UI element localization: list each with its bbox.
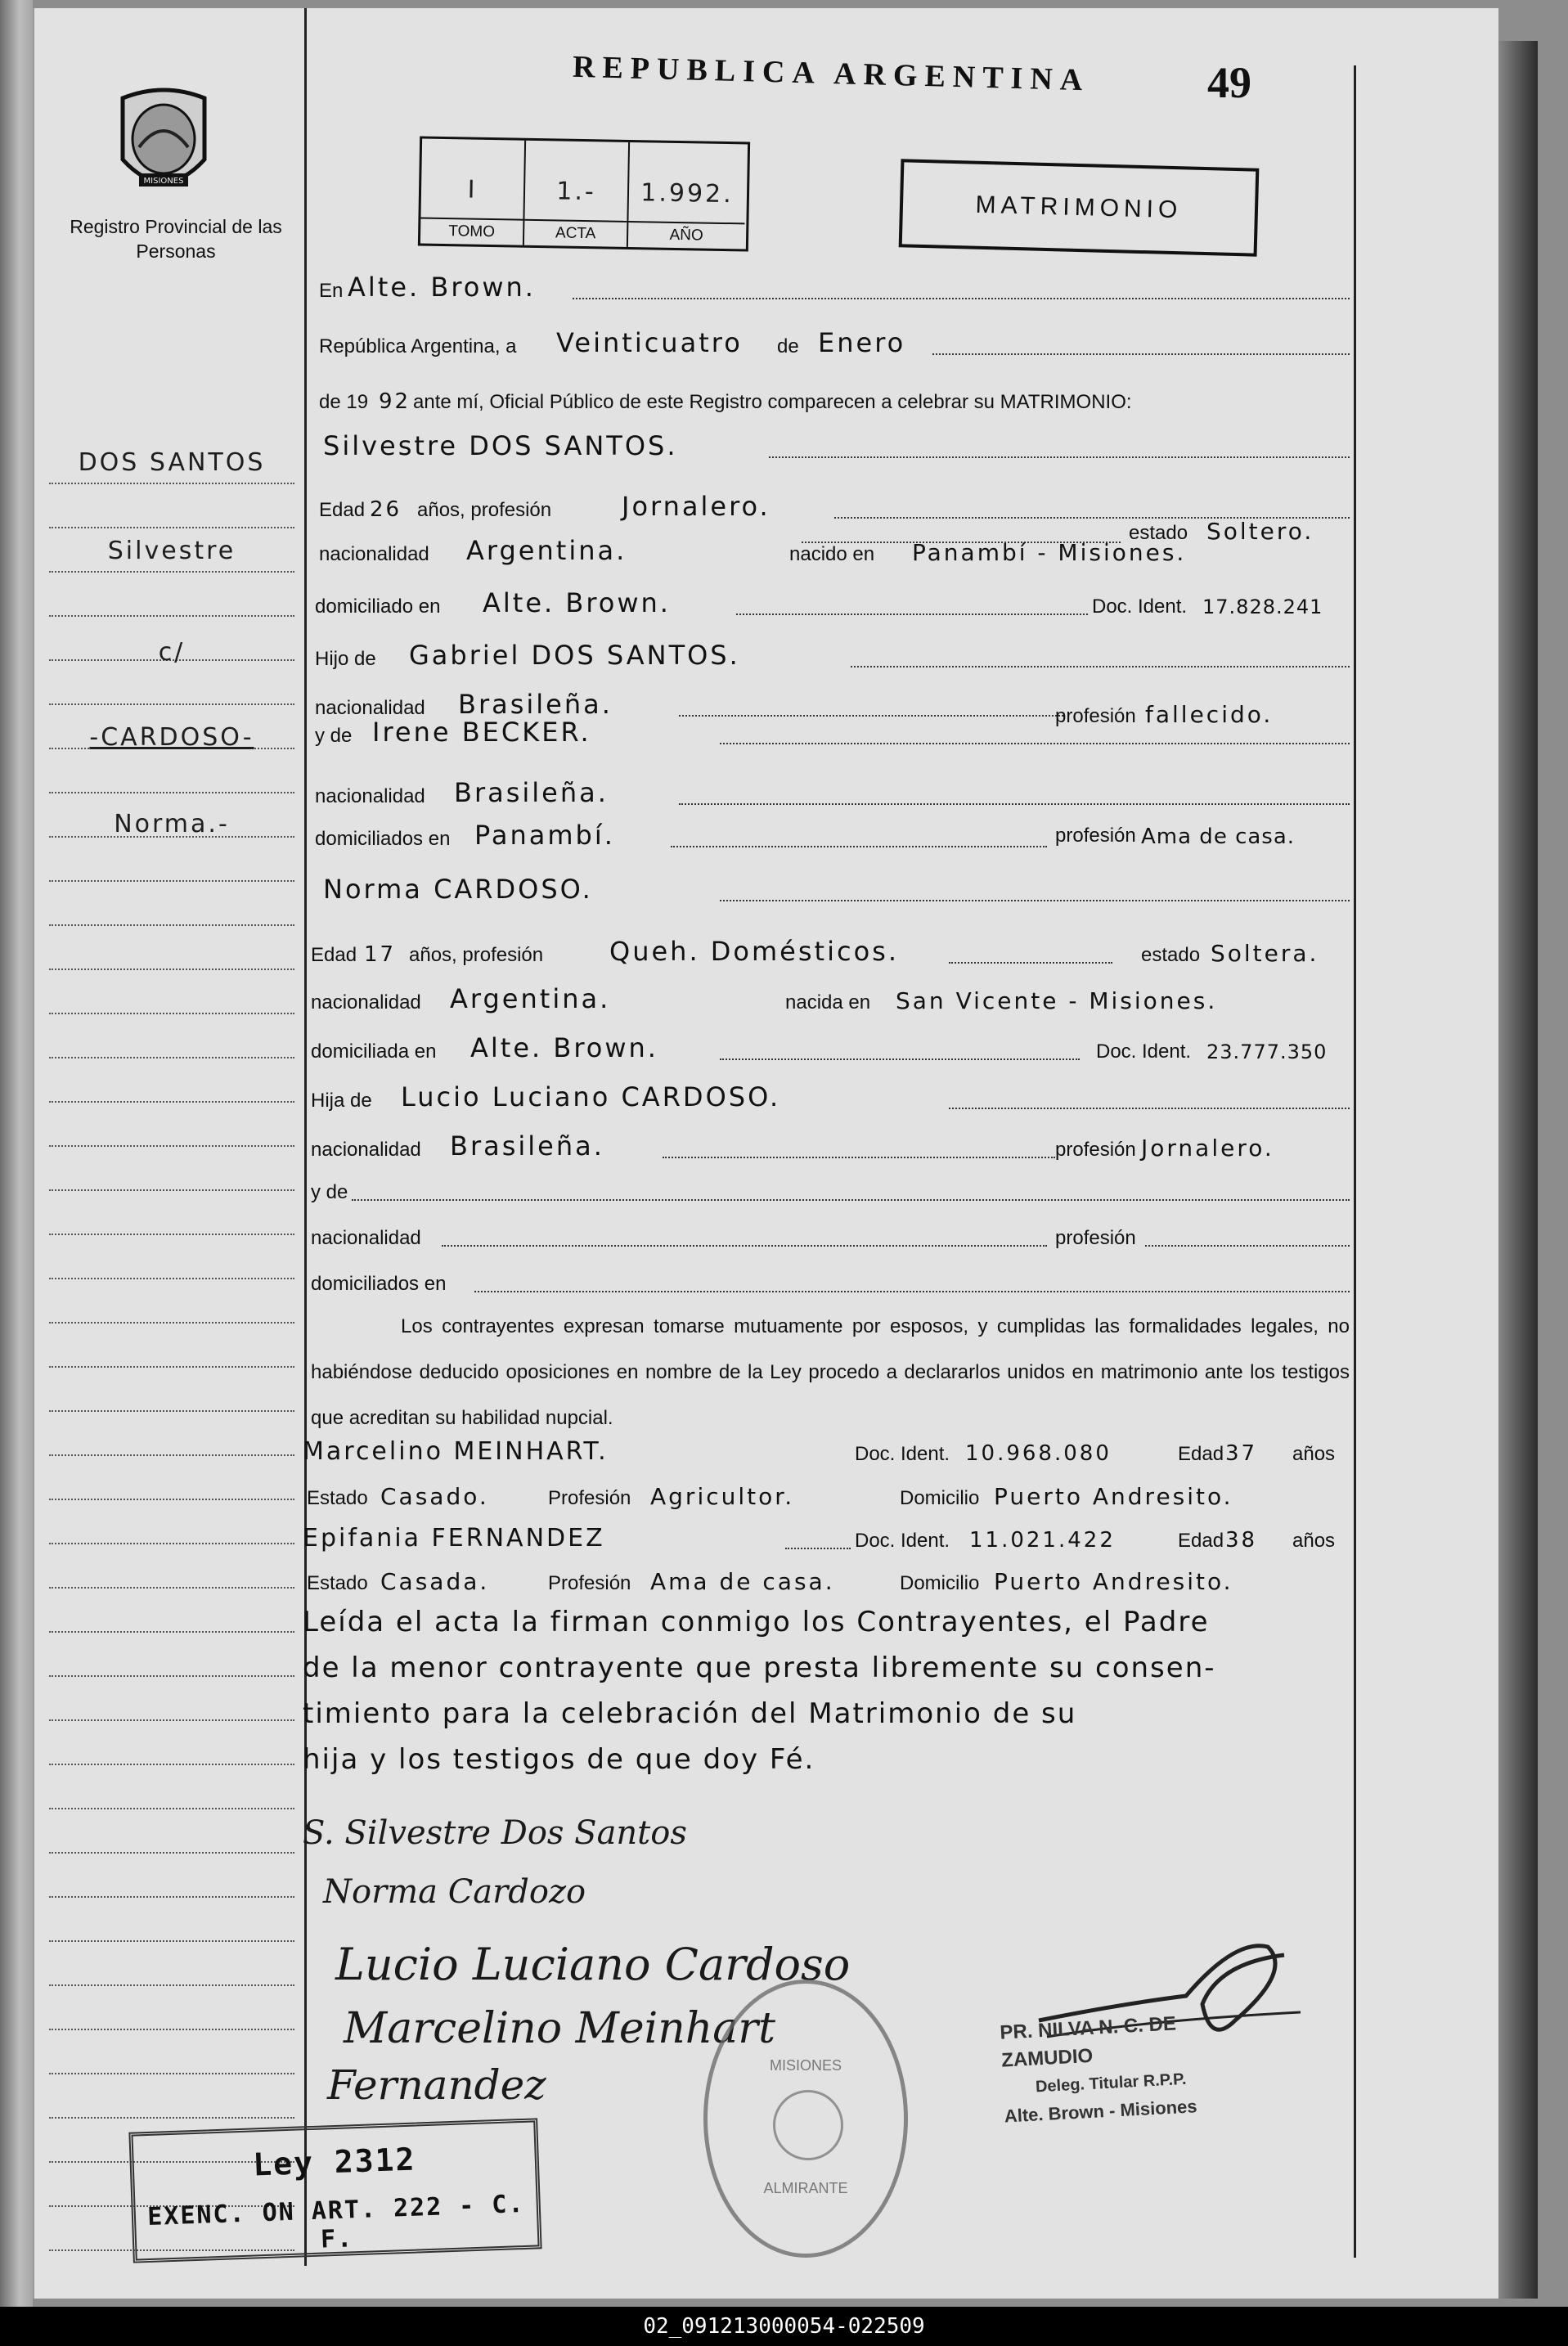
bride-age: 17 <box>364 942 397 967</box>
bride-birthplace: San Vicente - Misiones. <box>896 987 1218 1014</box>
fill-line <box>679 803 1350 805</box>
groom-mother-prof-label: profesión <box>1055 825 1136 847</box>
witness2-doc-label: Doc. Ident. <box>855 1530 950 1552</box>
row-bride-name <box>311 872 1350 910</box>
row-date <box>311 326 1350 363</box>
official-stamp-line-1: PR. NILVA N. C. DE ZAMUDIO <box>999 2012 1177 2072</box>
bride-father-prof: Jornalero. <box>1141 1135 1274 1162</box>
row-bride-age <box>311 934 1350 972</box>
anio-cell <box>628 142 746 249</box>
fill-line <box>352 1199 1350 1201</box>
row-groom-mother-nat <box>311 775 1350 813</box>
page-title: REPUBLICA ARGENTINA <box>572 49 1090 98</box>
witness2-profession: Ama de casa. <box>650 1568 835 1595</box>
book-binding <box>0 0 33 2307</box>
groom-civil: Soltero. <box>1206 518 1314 545</box>
groom-domicile: Alte. Brown. <box>483 587 671 618</box>
margin-rule-line <box>49 1013 294 1014</box>
row-groom-parents-dom <box>311 818 1350 856</box>
seal-text-top: MISIONES <box>769 2057 842 2074</box>
groom-doc-label: Doc. Ident. <box>1092 595 1188 618</box>
bride-father-nat: Brasileña. <box>450 1130 604 1162</box>
groom-dom-label: domiciliado en <box>315 595 441 618</box>
margin-surname: DOS SANTOS <box>78 448 266 477</box>
law-stamp-line-1: Ley 2312 <box>252 2141 417 2183</box>
tomo-label: TOMO <box>420 218 523 242</box>
margin-rule-line <box>49 1764 294 1765</box>
witness2-domicile: Puerto Andresito. <box>994 1568 1233 1595</box>
record-index-table <box>418 136 750 251</box>
groom-father-prof-label: profesión <box>1055 705 1136 727</box>
row-groom-age <box>311 489 1350 527</box>
margin-rule-line <box>49 527 294 528</box>
closing-line-1: Leída el acta la firman conmigo los Contrayentes, el Padre <box>303 1606 1210 1638</box>
margin-divider <box>304 8 307 2266</box>
margin-rule-line <box>49 969 294 970</box>
witness1-years-label: años <box>1292 1443 1336 1465</box>
margin-rule-line <box>49 1499 294 1500</box>
fill-line <box>1145 1245 1350 1247</box>
witness1-dom-label: Domicilio <box>900 1487 980 1509</box>
groom-mother-prof: Ama de casa. <box>1141 825 1296 849</box>
margin-rule-line <box>49 2029 294 2030</box>
footer-code: 02_091213000054-022509 <box>0 2307 1568 2346</box>
margin-rule-line <box>49 1543 294 1544</box>
fill-line <box>720 900 1350 901</box>
fill-line <box>671 846 1047 847</box>
margin-rule-line <box>49 792 294 793</box>
fill-line <box>736 613 1088 615</box>
signature-father: Lucio Luciano Cardoso <box>335 1939 851 1990</box>
bride-father-prof-label: profesión <box>1055 1139 1136 1161</box>
witness2-state: Casada. <box>380 1568 490 1595</box>
groom-mother-nat-label: nacionalidad <box>315 785 425 807</box>
witness2-doc: 11.021.422 <box>969 1528 1116 1553</box>
anio-value: 1.992. <box>640 178 735 209</box>
margin-surname-2: -CARDOSO- <box>89 723 254 752</box>
fill-line <box>949 1108 1350 1109</box>
acta-value: 1.- <box>556 177 597 207</box>
fill-line <box>474 1291 1350 1292</box>
groom-birthplace: Panambí - Misiones. <box>912 539 1187 566</box>
margin-rule-line <box>49 1940 294 1942</box>
margin-rule-line <box>49 571 294 573</box>
margin-rule-line <box>49 1234 294 1235</box>
witness1-name: Marcelino MEINHART. <box>303 1437 609 1466</box>
official-stamp-line-3: Alte. Brown - Misiones <box>1004 2096 1198 2127</box>
margin-rule-line <box>49 1101 294 1103</box>
bride-dom-label: domiciliada en <box>311 1040 437 1063</box>
page-number: 49 <box>1207 58 1251 107</box>
row-witness1-details <box>307 1477 1350 1515</box>
margin-rule-line <box>49 1719 294 1721</box>
seal-emblem-icon <box>773 2090 843 2160</box>
groom-born-label: nacido en <box>789 543 875 565</box>
row-year <box>311 381 1350 419</box>
fill-line <box>663 1157 1055 1158</box>
margin-con: c/ <box>158 638 186 667</box>
witness2-age-label: Edad <box>1178 1530 1224 1552</box>
row-bride-domicile <box>311 1031 1350 1068</box>
margin-rule-line <box>49 1145 294 1147</box>
row-groom-nationality <box>311 518 1350 571</box>
bride-father-nat-label: nacionalidad <box>311 1139 421 1161</box>
witness2-prof-label: Profesión <box>548 1572 631 1594</box>
emblem-label: MISIONES <box>143 177 184 186</box>
bride-age-label: Edad <box>311 944 357 966</box>
official-stamp-line-2: Deleg. Titular R.P.P. <box>1035 2070 1187 2097</box>
groom-father-nat-label: nacionalidad <box>315 697 425 719</box>
row-groom-domicile <box>311 586 1350 623</box>
witness1-state: Casado. <box>380 1483 489 1510</box>
right-margin-rule <box>1354 65 1356 2258</box>
witness1-doc-label: Doc. Ident. <box>855 1443 950 1465</box>
margin-rule-line <box>49 1454 294 1456</box>
bride-parents-dom-label: domiciliados en <box>311 1273 447 1295</box>
groom-age: 26 <box>370 497 402 522</box>
registry-label: Registro Provincial de las Personas <box>70 216 282 262</box>
margin-rule-line <box>49 880 294 882</box>
margin-rule-line <box>49 924 294 926</box>
bride-profession: Queh. Domésticos. <box>609 936 899 967</box>
bride-doc-label: Doc. Ident. <box>1096 1040 1192 1063</box>
seal-text-bottom: ALMIRANTE <box>763 2180 848 2196</box>
fill-line <box>720 743 1350 744</box>
witness2-name: Epifania FERNANDEZ <box>303 1524 605 1553</box>
witness1-age: 37 <box>1225 1441 1258 1466</box>
bride-nat-label: nacionalidad <box>311 991 421 1013</box>
de-label: de <box>777 335 799 357</box>
groom-years-label: años, profesión <box>417 499 552 521</box>
margin-rule-line <box>49 1587 294 1589</box>
margin-rule-line <box>49 1675 294 1677</box>
groom-mother-label: y de <box>315 725 353 747</box>
groom-mother: Irene BECKER. <box>372 717 591 748</box>
bride-father: Lucio Luciano CARDOSO. <box>401 1081 781 1112</box>
fill-line <box>851 666 1350 667</box>
official-stamp <box>1000 2005 1275 2130</box>
witness1-doc: 10.968.080 <box>965 1441 1112 1466</box>
margin-rule-line <box>49 1631 294 1633</box>
republica-label: República Argentina, a <box>319 335 517 357</box>
groom-father-nat: Brasileña. <box>458 689 613 720</box>
closing-line-3: timiento para la celebración del Matrimonio de su <box>303 1697 1077 1730</box>
groom-doc: 17.828.241 <box>1202 595 1323 618</box>
margin-rule-line <box>49 1410 294 1412</box>
groom-nat-label: nacionalidad <box>319 543 429 565</box>
row-bride-father-nat <box>311 1129 1350 1166</box>
tomo-cell <box>420 139 526 245</box>
row-groom-father <box>311 638 1350 676</box>
witness1-domicile: Puerto Andresito. <box>994 1483 1233 1510</box>
row-bride-parents-dom <box>311 1263 1350 1301</box>
signature-witness2: Fernandez <box>327 2061 546 2109</box>
margin-rule-line <box>49 1278 294 1279</box>
tomo-value: I <box>467 175 478 204</box>
margin-rule-line <box>49 2073 294 2074</box>
groom-profession: Jornalero. <box>622 491 771 522</box>
bride-father-label: Hija de <box>311 1090 372 1112</box>
law-stamp-line-2: EXENC. ON ART. 222 - C. F. <box>146 2189 526 2254</box>
groom-parents-dom: Panambí. <box>474 820 615 851</box>
bride-civil-label: estado <box>1141 944 1201 966</box>
witness1-age-label: Edad <box>1178 1443 1224 1465</box>
fill-line <box>442 1245 1047 1247</box>
day-value: Veinticuatro <box>556 327 743 358</box>
margin-rule-line <box>49 1189 294 1191</box>
margin-given-name-2: Norma.- <box>114 810 230 838</box>
groom-age-label: Edad <box>319 499 366 521</box>
margin-rule-line <box>49 1366 294 1368</box>
row-witness2-details <box>307 1562 1350 1600</box>
groom-father-label: Hijo de <box>315 648 376 670</box>
margin-rule-line <box>49 1984 294 1986</box>
closing-line-2: de la menor contrayente que presta libremente su consen- <box>303 1652 1216 1684</box>
groom-mother-nat: Brasileña. <box>454 777 609 808</box>
bride-nationality: Argentina. <box>450 983 611 1014</box>
row-witness1 <box>303 1433 1350 1471</box>
margin-given-name: Silvestre <box>107 537 236 565</box>
groom-nationality: Argentina. <box>466 535 627 566</box>
row-bride-mother-nat <box>311 1217 1350 1255</box>
record-type-box: MATRIMONIO <box>899 159 1260 256</box>
fill-line <box>573 298 1350 299</box>
groom-name: Silvestre DOS SANTOS. <box>323 430 678 461</box>
margin-rule-line <box>49 615 294 617</box>
row-witness2 <box>303 1520 1350 1557</box>
margin-rule-line <box>49 1057 294 1058</box>
margin-rule-line <box>49 1896 294 1898</box>
year-prefix: de 19 <box>319 391 369 413</box>
fill-line <box>932 353 1350 355</box>
groom-parents-dom-label: domiciliados en <box>315 828 451 850</box>
margin-rule-line <box>49 703 294 705</box>
row-bride-mother <box>311 1171 1350 1209</box>
margin-rule-line <box>49 1808 294 1809</box>
row-bride-nationality <box>311 982 1350 1019</box>
signature-bride: Norma Cardozo <box>323 1873 586 1911</box>
margin-rule-line <box>49 1322 294 1324</box>
row-bride-father <box>311 1080 1350 1117</box>
place-value: Alte. Brown. <box>348 272 536 303</box>
witness1-prof-label: Profesión <box>548 1487 631 1509</box>
witness2-dom-label: Domicilio <box>900 1572 980 1594</box>
anio-label: AÑO <box>628 221 744 245</box>
fill-line <box>769 456 1350 458</box>
witness2-age: 38 <box>1225 1528 1258 1553</box>
groom-father: Gabriel DOS SANTOS. <box>409 640 740 671</box>
bride-domicile: Alte. Brown. <box>470 1032 658 1063</box>
acta-cell <box>524 141 630 247</box>
year-value: 92 <box>379 389 411 414</box>
signature-witness1: Marcelino Meinhart <box>344 2004 775 2053</box>
declaration-text: Los contrayentes expresan tomarse mutuamente por esposos, y cumplidas las formalidades legales, no habiéndose deducido oposiciones en nombre de la Ley procedo a declararlos unidos en matrimonio ante los testigos que acreditan su habilidad nupcial. <box>311 1315 1350 1429</box>
bride-doc: 23.777.350 <box>1206 1040 1328 1063</box>
law-exemption-stamp <box>128 2118 541 2263</box>
en-label: En <box>319 280 344 302</box>
signature-groom: S. Silvestre Dos Santos <box>303 1814 687 1852</box>
closing-line-4: hija y los testigos de que doy Fé. <box>303 1743 815 1776</box>
bride-born-label: nacida en <box>785 991 871 1013</box>
fill-line <box>949 962 1112 964</box>
provincial-emblem-icon <box>115 82 213 204</box>
appear-text: ante mí, Oficial Público de este Registro comparecen a celebrar su MATRIMONIO: <box>413 391 1132 413</box>
bride-years-label: años, profesión <box>409 944 544 966</box>
witness1-state-label: Estado <box>307 1487 368 1509</box>
groom-civil-label: estado <box>1129 522 1188 544</box>
month-value: Enero <box>818 327 906 358</box>
bride-mother-label: y de <box>311 1181 348 1203</box>
margin-rule-line <box>49 1852 294 1854</box>
fill-line <box>720 1058 1080 1060</box>
bride-mother-nat-label: nacionalidad <box>311 1227 421 1249</box>
row-place <box>311 270 1350 308</box>
official-seal <box>703 1980 908 2258</box>
bride-name: Norma CARDOSO. <box>323 874 593 905</box>
acta-label: ACTA <box>524 219 627 244</box>
margin-rule-line <box>49 2117 294 2119</box>
witness2-years-label: años <box>1292 1530 1336 1552</box>
fill-line <box>785 1548 851 1549</box>
groom-father-prof: fallecido. <box>1145 701 1274 728</box>
witness2-state-label: Estado <box>307 1572 368 1594</box>
witness1-profession: Agricultor. <box>650 1483 795 1510</box>
bride-mother-prof-label: profesión <box>1055 1227 1136 1249</box>
margin-rule-line <box>49 483 294 484</box>
bride-civil: Soltera. <box>1211 940 1319 967</box>
row-groom-name <box>311 429 1350 466</box>
